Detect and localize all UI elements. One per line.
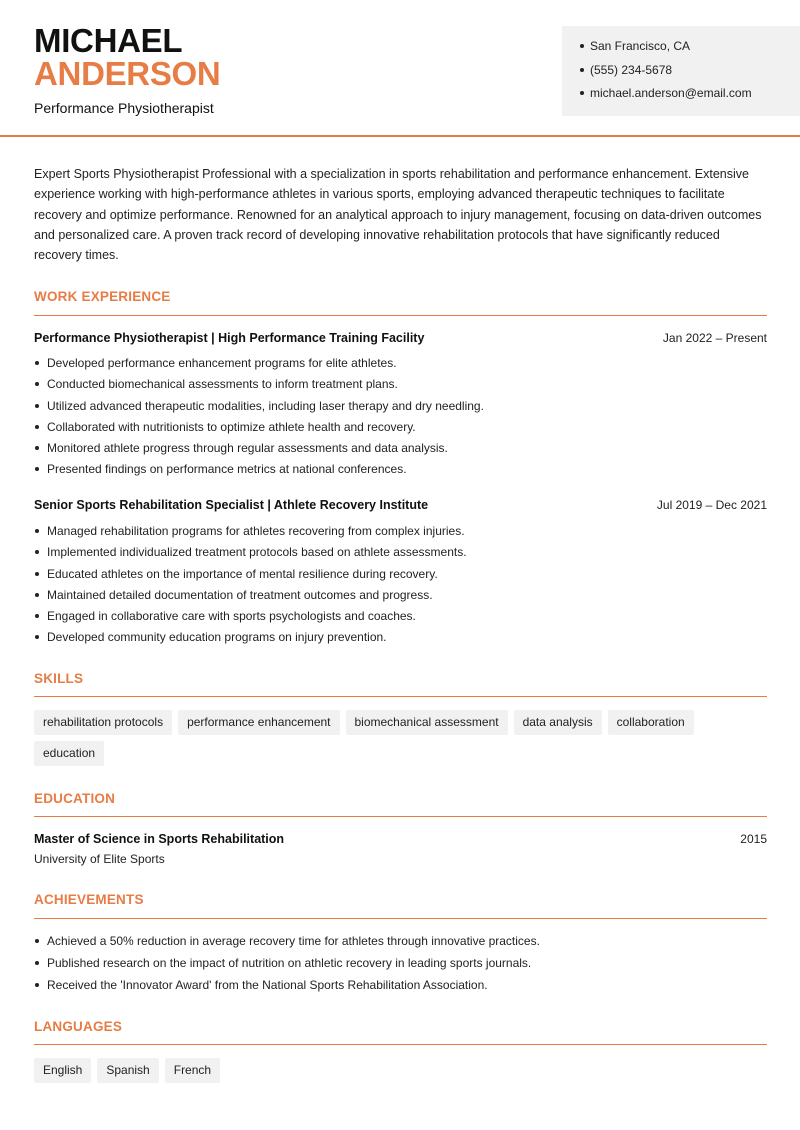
achievements-list — [34, 933, 540, 999]
section-divider — [34, 315, 767, 316]
school-name: University of Elite Sports — [34, 852, 165, 866]
list-item: Implemented individualized treatment protocols based on athlete assessments. — [34, 544, 467, 565]
section-title-languages: LANGUAGES — [34, 1019, 123, 1034]
job-bullets — [34, 523, 467, 651]
skill-chip: performance enhancement — [178, 710, 339, 735]
list-item: Developed community education programs on injury prevention. — [34, 629, 467, 650]
skill-chip: biomechanical assessment — [346, 710, 508, 735]
list-item: Conducted biomechanical assessments to inform treatment plans. — [34, 376, 484, 397]
list-item: Collaborated with nutritionists to optimize athlete health and recovery. — [34, 419, 484, 440]
last-name: ANDERSON — [34, 55, 221, 92]
language-chip: French — [165, 1058, 220, 1083]
language-chip: English — [34, 1058, 91, 1083]
list-item: Managed rehabilitation programs for athletes recovering from complex injuries. — [34, 523, 467, 544]
contact-box — [562, 26, 800, 116]
section-divider — [34, 816, 767, 817]
job-date: Jan 2022 – Present — [662, 331, 767, 345]
skill-chip: education — [34, 741, 104, 766]
skill-chip: collaboration — [608, 710, 694, 735]
resume-header — [0, 0, 800, 137]
language-chip: Spanish — [97, 1058, 158, 1083]
job-date: Jul 2019 – Dec 2021 — [656, 498, 767, 512]
languages-list — [34, 1058, 767, 1089]
job-bullets — [34, 355, 484, 483]
job-role: Performance Physiotherapist — [34, 100, 214, 116]
section-title-skills: SKILLS — [34, 671, 84, 686]
list-item: Presented findings on performance metrics at national conferences. — [34, 461, 484, 482]
list-item: Received the 'Innovator Award' from the National Sports Rehabilitation Association. — [34, 977, 540, 999]
list-item: Maintained detailed documentation of treatment outcomes and progress. — [34, 587, 467, 608]
list-item: Educated athletes on the importance of mental resilience during recovery. — [34, 566, 467, 587]
section-title-education: EDUCATION — [34, 791, 116, 806]
list-item: Engaged in collaborative care with sports psychologists and coaches. — [34, 608, 467, 629]
job-title: Performance Physiotherapist | High Performance Training Facility — [34, 331, 425, 345]
section-divider — [34, 918, 767, 919]
list-item: Published research on the impact of nutrition on athletic recovery in leading sports journals. — [34, 955, 540, 977]
list-item: Developed performance enhancement programs for elite athletes. — [34, 355, 484, 376]
section-divider — [34, 696, 767, 697]
section-divider — [34, 1044, 767, 1045]
list-item: Achieved a 50% reduction in average recovery time for athletes through innovative practices. — [34, 933, 540, 955]
contact-email: michael.anderson@email.com — [580, 85, 800, 109]
section-title-achievements: ACHIEVEMENTS — [34, 892, 144, 907]
contact-location: San Francisco, CA — [580, 38, 800, 62]
list-item: Monitored athlete progress through regular assessments and data analysis. — [34, 440, 484, 461]
contact-phone: (555) 234-5678 — [580, 62, 800, 86]
candidate-name — [34, 24, 220, 90]
job-title: Senior Sports Rehabilitation Specialist | Athlete Recovery Institute — [34, 498, 429, 512]
first-name: MICHAEL — [34, 22, 183, 59]
degree-title: Master of Science in Sports Rehabilitation — [34, 832, 285, 846]
contact-list — [580, 38, 800, 109]
professional-summary: Expert Sports Physiotherapist Professional with a specialization in sports rehabilitation and performance enhancement. Extensive experience working with high-performance athletes in various sports, employing advanced therapeutic techniques to facilitate recovery and optimize performance. Renowned for an analytical approach to injury management, focusing on data-driven outcomes and personalized care. A proven track record of developing innovative rehabilitation protocols that have significantly reduced recovery times. — [34, 167, 762, 263]
list-item: Utilized advanced therapeutic modalities, including laser therapy and dry needling. — [34, 398, 484, 419]
skills-list — [34, 710, 767, 772]
section-title-work: WORK EXPERIENCE — [34, 289, 171, 304]
skill-chip: rehabilitation protocols — [34, 710, 172, 735]
graduation-year: 2015 — [740, 832, 767, 846]
skill-chip: data analysis — [514, 710, 602, 735]
